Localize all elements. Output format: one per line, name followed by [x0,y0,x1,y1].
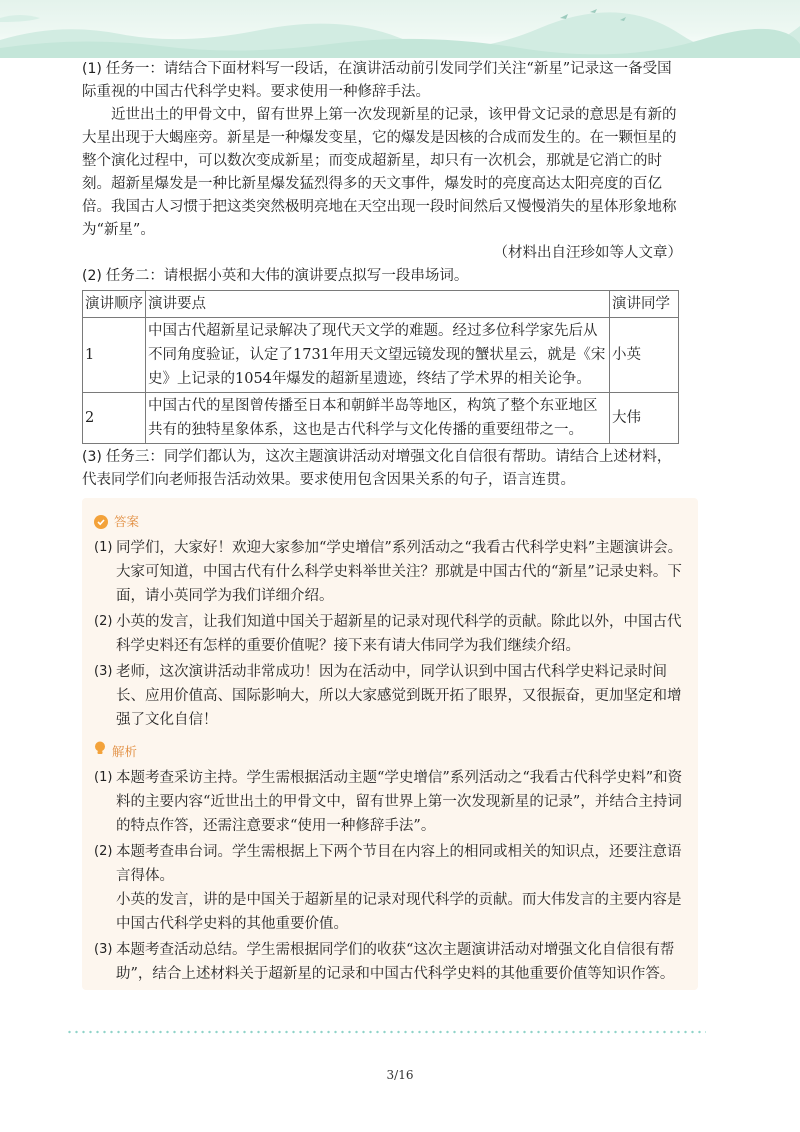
analysis-item [94,840,694,936]
analysis-line: 本题考查采访主持。学生需根据活动主题“学史增信”系列活动之“我看古代科学史料”和资料的主要内容“近世出土的甲骨文中，留有世界上第一次发现新星的记录”，并结合主持词的特点作答，还需注意要求“使用一种修辞手法”。 [116,770,683,834]
analysis-item [94,938,694,986]
answer-line: 同学们，大家好！欢迎大家参加“学史增信”系列活动之“我看古代科学史料”主题演讲会。 [116,540,683,556]
analysis-item-body [116,938,694,986]
table-cell-student: 小英 [610,318,679,393]
answer-item-number: (2) [94,614,113,629]
header-decoration [0,0,800,58]
speech-table [82,290,679,444]
table-cell-order: 2 [83,393,146,444]
task-3-text: 任务三：同学们都认为，这次主题演讲活动对增强文化自信很有帮助。请结合上述材料，代表同学们向老师报告活动效果。要求使用包含因果关系的句子，语言连贯。 [82,449,672,488]
answer-line: 大家可知道，中国古代有什么科学史料举世关注？那就是中国古代的“新星”记录史料。下面，请小英同学为我们详细介绍。 [116,564,682,604]
analysis-heading [94,740,694,764]
task-1-number: (1) [82,61,102,77]
table-header-point: 演讲要点 [146,291,610,318]
task-2-number: (2) [82,268,102,284]
answer-box-inner [94,510,694,988]
table-cell-point: 中国古代的星图曾传播至日本和朝鲜半岛等地区，构筑了整个东亚地区共有的独特星象体系，这也是古代科学与文化传播的重要纽带之一。 [146,393,610,444]
answer-item [94,610,694,658]
analysis-item-number: (3) [94,942,113,957]
analysis-item-number: (1) [94,770,113,785]
task-1-text: 任务一：请结合下面材料写一段话，在演讲活动前引发同学们关注“新星”记录这一备受国际重视的中国古代科学史料。要求使用一种修辞手法。 [82,61,672,100]
answer-item-number: (1) [94,540,113,555]
answer-title: 答案 [114,514,140,529]
task-3-number: (3) [82,449,102,465]
task-2 [82,265,682,288]
analysis-line: 本题考查活动总结。学生需根据同学们的收获“这次主题演讲活动对增强文化自信很有帮助”，结合上述材料关于超新星的记录和中国古代科学史料的其他重要价值等知识作答。 [116,942,675,982]
answer-heading [94,510,694,534]
answer-item-body [116,610,694,658]
analysis-item [94,766,694,838]
dotted-divider [66,1030,706,1034]
question-content [82,58,682,492]
lightbulb-icon [94,740,106,764]
table-cell-student: 大伟 [610,393,679,444]
answer-item-body [116,536,694,608]
table-row [83,393,679,444]
answer-item-body [116,660,694,732]
analysis-item-number: (2) [94,844,113,859]
analysis-item-body [116,840,694,936]
task-2-text: 任务二：请根据小英和大伟的演讲要点拟写一段串场词。 [105,268,469,284]
answer-line: 老师，这次演讲活动非常成功！因为在活动中，同学认识到中国古代科学史料记录时间长、应用价值高、国际影响大，所以大家感觉到既开拓了眼界，又很振奋，更加坚定和增强了文化自信！ [116,664,682,728]
analysis-title: 解析 [112,744,138,759]
landscape-decoration [0,0,800,58]
page-number: 3/16 [386,1068,414,1082]
answer-item [94,660,694,732]
answer-line: 小英的发言，让我们知道中国关于超新星的记录对现代科学的贡献。除此以外，中国古代科学史料还有怎样的重要价值呢？接下来有请大伟同学为我们继续介绍。 [116,614,682,654]
task-1-material: 近世出土的甲骨文中，留有世界上第一次发现新星的记录，该甲骨文记录的意思是有新的大星出现于大蝎座旁。新星是一种爆发变星，它的爆发是因核的合成而发生的。在一颗恒星的整个演化过程中，可以数次变成新星；而变成超新星，却只有一次机会，那就是它消亡的时刻。超新星爆发是一种比新星爆发猛烈得多的天文事件，爆发时的亮度高达太阳亮度的百亿倍。我国古人习惯于把这类突然极明亮地在天空出现一段时间然后又慢慢消失的星体形象地称为“新星”。 [82,107,677,238]
table-cell-point: 中国古代超新星记录解决了现代天文学的难题。经过多位科学家先后从不同角度验证，认定了1731年用天文望远镜发现的蟹状星云，就是《宋史》上记录的1054年爆发的超新星遗迹，终结了学术界的相关论争。 [146,318,610,393]
task-1 [82,58,682,104]
table-header-order: 演讲顺序 [83,291,146,318]
table-row [83,318,679,393]
analysis-item-body [116,766,694,838]
analysis-line: 小英的发言，讲的是中国关于超新星的记录对现代科学的贡献。而大伟发言的主要内容是中国古代科学史料的其他重要价值。 [116,892,682,932]
table-header-row [83,291,679,318]
answer-item-number: (3) [94,664,113,679]
table-cell-order: 1 [83,318,146,393]
check-icon [94,515,108,529]
analysis-line: 本题考查串台词。学生需根据上下两个节目在内容上的相同或相关的知识点，还要注意语言得体。 [116,844,682,884]
task-3 [82,446,682,492]
answer-item [94,536,694,608]
answer-box [82,498,698,990]
table-header-student: 演讲同学 [610,291,679,318]
material-source: （材料出自汪珍如等人文章） [493,245,682,261]
